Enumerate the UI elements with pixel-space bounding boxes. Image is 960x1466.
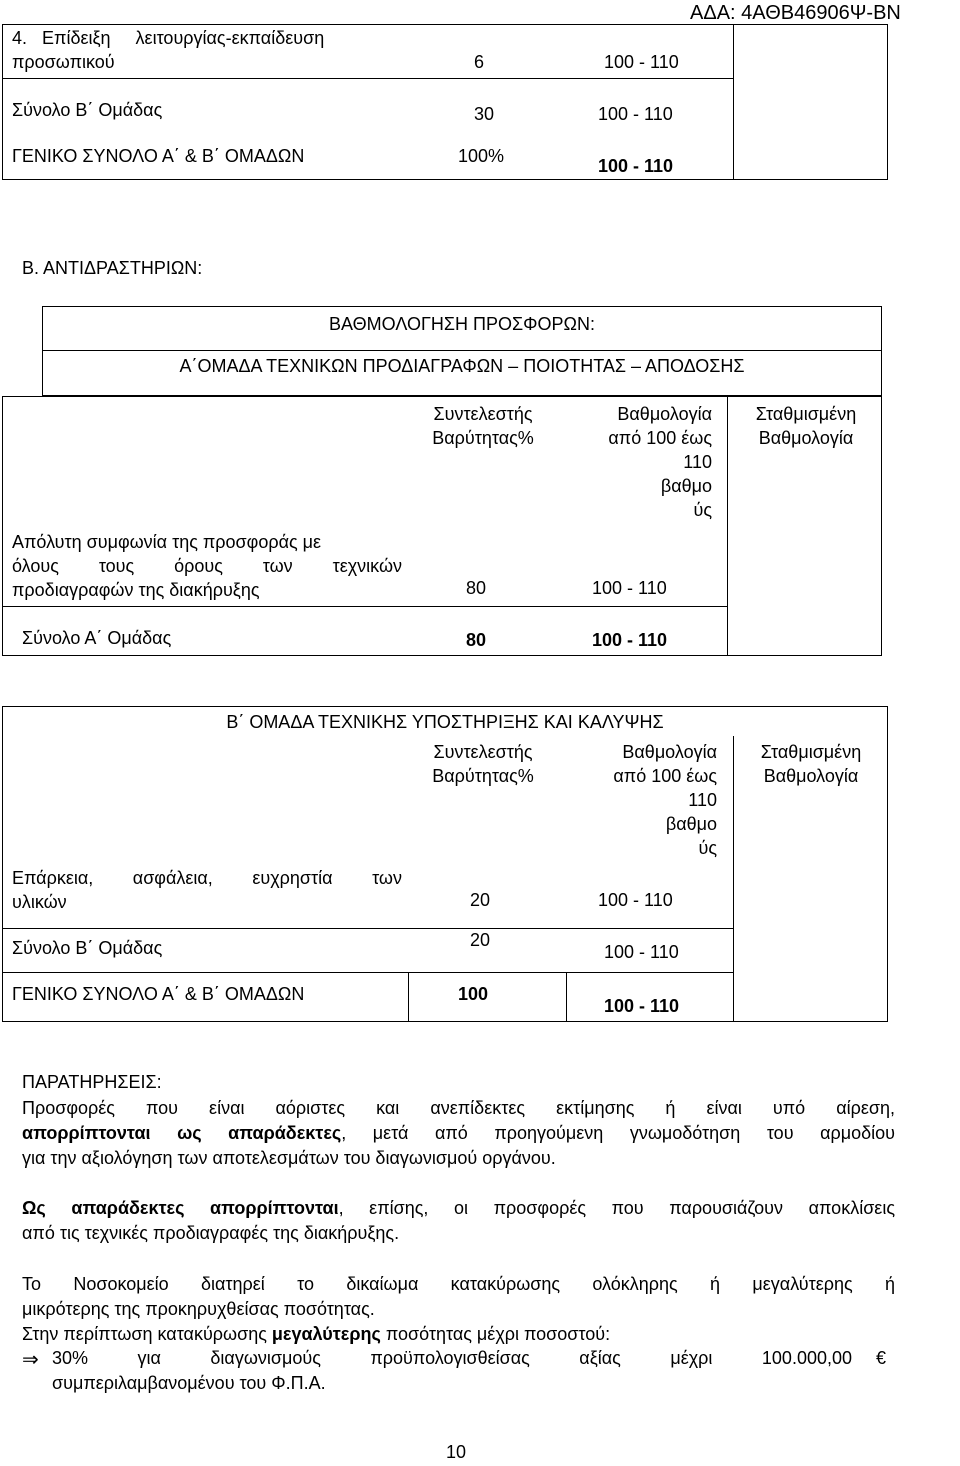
- group-a-col-score: Βαθμολογία από 100 έως 110 βαθμο ύς: [608, 404, 712, 520]
- euro-symbol: €: [876, 1348, 887, 1368]
- row4-score: 100 - 110: [604, 52, 679, 72]
- row4-label-line1: 4. Επίδειξη λειτουργίας-εκπαίδευση: [12, 28, 325, 48]
- ada-code: ΑΔΑ: 4ΑΘΒ46906Ψ-ΒΝ: [690, 2, 901, 24]
- notes-paragraph-3: Το Νοσοκομείο διατηρεί το δικαίωμα κατακύρωσης ολόκληρης ή μεγαλύτερης ή μικρότερης της προκηρυχθείσας ποσότητας.: [22, 1274, 895, 1319]
- group-a-row-score: 100 - 110: [592, 578, 667, 598]
- bullet-arrow-icon: ⇒: [22, 1349, 39, 1371]
- group-b-divider-right: [733, 736, 734, 1022]
- total-weight: 100%: [458, 146, 505, 166]
- group-b-col-weight: Συντελεστής Βαρύτητας%: [432, 742, 534, 786]
- sum-b-score: 100 - 110: [598, 104, 673, 124]
- group-b-col-score: Βαθμολογία από 100 έως 110 βαθμο ύς: [613, 742, 717, 858]
- row4-label-line2: προσωπικού: [12, 52, 115, 72]
- group-b-row-weight: 20: [470, 890, 491, 910]
- sum-b-label: Σύνολο Β΄ Ομάδας: [12, 100, 163, 120]
- group-b-row-score: 100 - 110: [598, 890, 673, 910]
- group-a-sum-weight: 80: [466, 630, 487, 650]
- group-b-sum-weight: 20: [470, 930, 491, 950]
- row4-weight: 6: [474, 52, 485, 72]
- group-b-row-label: Επάρκεια, ασφάλεια, ευχρηστία των υλικών: [12, 868, 402, 912]
- group-a-col-weight: Συντελεστής Βαρύτητας%: [432, 404, 534, 448]
- group-b-col-weighted: Σταθμισμένη Βαθμολογία: [760, 742, 862, 786]
- group-b-total-label: ΓΕΝΙΚΟ ΣΥΝΟΛΟ Α΄ & Β΄ ΟΜΑΔΩΝ: [12, 984, 305, 1004]
- notes-paragraph-4: Στην περίπτωση κατακύρωσης μεγαλύτερης ποσότητας μέχρι ποσοστού:: [22, 1324, 611, 1344]
- notes-paragraph-1: Προσφορές που είναι αόριστες και ανεπίδεκτες εκτίμησης ή είναι υπό αίρεση, απορρίπτονται ως απαράδεκτες, μετά από προηγούμενη γνωμοδότηση του αρμοδίου για την αξιολόγηση των αποτελεσμάτων του διαγωνισμού οργάνου.: [22, 1098, 895, 1168]
- group-a-sum-score: 100 - 110: [592, 630, 668, 650]
- top-table-line: [2, 78, 733, 79]
- group-b-divider-total-2: [566, 972, 567, 1022]
- section-b-title: Β. ΑΝΤΙΔΡΑΣΤΗΡΙΩΝ:: [22, 258, 203, 278]
- group-a-sum-label: Σύνολο Α΄ Ομάδας: [22, 628, 172, 648]
- group-b-title: Β΄ ΟΜΑΔΑ ΤΕΧΝΙΚΗΣ ΥΠΟΣΤΗΡΙΞΗΣ ΚΑΙ ΚΑΛΥΨΗΣ: [226, 712, 664, 732]
- bullet-line-2: συμπεριλαμβανομένου του Φ.Π.Α.: [52, 1373, 326, 1393]
- sum-b-weight: 30: [474, 104, 495, 124]
- group-a-subtitle: Α΄ΟΜΑΔΑ ΤΕΧΝΙΚΩΝ ΠΡΟΔΙΑΓΡΑΦΩΝ – ΠΟΙΟΤΗΤΑΣ – ΑΠΟΔΟΣΗΣ: [179, 356, 745, 376]
- group-b-sum-score: 100 - 110: [604, 942, 679, 962]
- top-table-divider: [733, 24, 734, 180]
- group-b-total-score: 100 - 110: [604, 996, 680, 1016]
- total-score: 100 - 110: [598, 156, 674, 176]
- group-a-row-line: [2, 606, 727, 607]
- group-a-title: ΒΑΘΜΟΛΟΓΗΣΗ ΠΡΟΣΦΟΡΩΝ:: [329, 314, 595, 334]
- group-a-col-weighted: Σταθμισμένη Βαθμολογία: [755, 404, 857, 448]
- page-number: 10: [446, 1442, 467, 1462]
- group-a-divider: [727, 396, 728, 656]
- bullet-line-1: 30% για διαγωνισμούς προϋπολογισθείσας αξίας μέχρι 100.000,00: [52, 1348, 852, 1368]
- group-b-line-1: [2, 928, 733, 929]
- notes-paragraph-2: Ως απαράδεκτες απορρίπτονται, επίσης, οι προσφορές που παρουσιάζουν αποκλίσεις από τις τεχνικές προδιαγραφές της διακήρυξης.: [22, 1198, 896, 1243]
- group-b-total-weight: 100: [458, 984, 489, 1004]
- group-a-header-line: [42, 350, 882, 351]
- notes-heading: ΠΑΡΑΤΗΡΗΣΕΙΣ:: [22, 1072, 162, 1092]
- group-b-sum-label: Σύνολο Β΄ Ομάδας: [12, 938, 163, 958]
- group-b-divider-total-1: [408, 972, 409, 1022]
- group-b-line-2: [2, 972, 733, 973]
- group-a-row-weight: 80: [466, 578, 487, 598]
- group-a-row-label: Απόλυτη συμφωνία της προσφοράς με όλους τους όρους των τεχνικών προδιαγραφών της διακήρυξης: [12, 532, 402, 600]
- total-label: ΓΕΝΙΚΟ ΣΥΝΟΛΟ Α΄ & Β΄ ΟΜΑΔΩΝ: [12, 146, 305, 166]
